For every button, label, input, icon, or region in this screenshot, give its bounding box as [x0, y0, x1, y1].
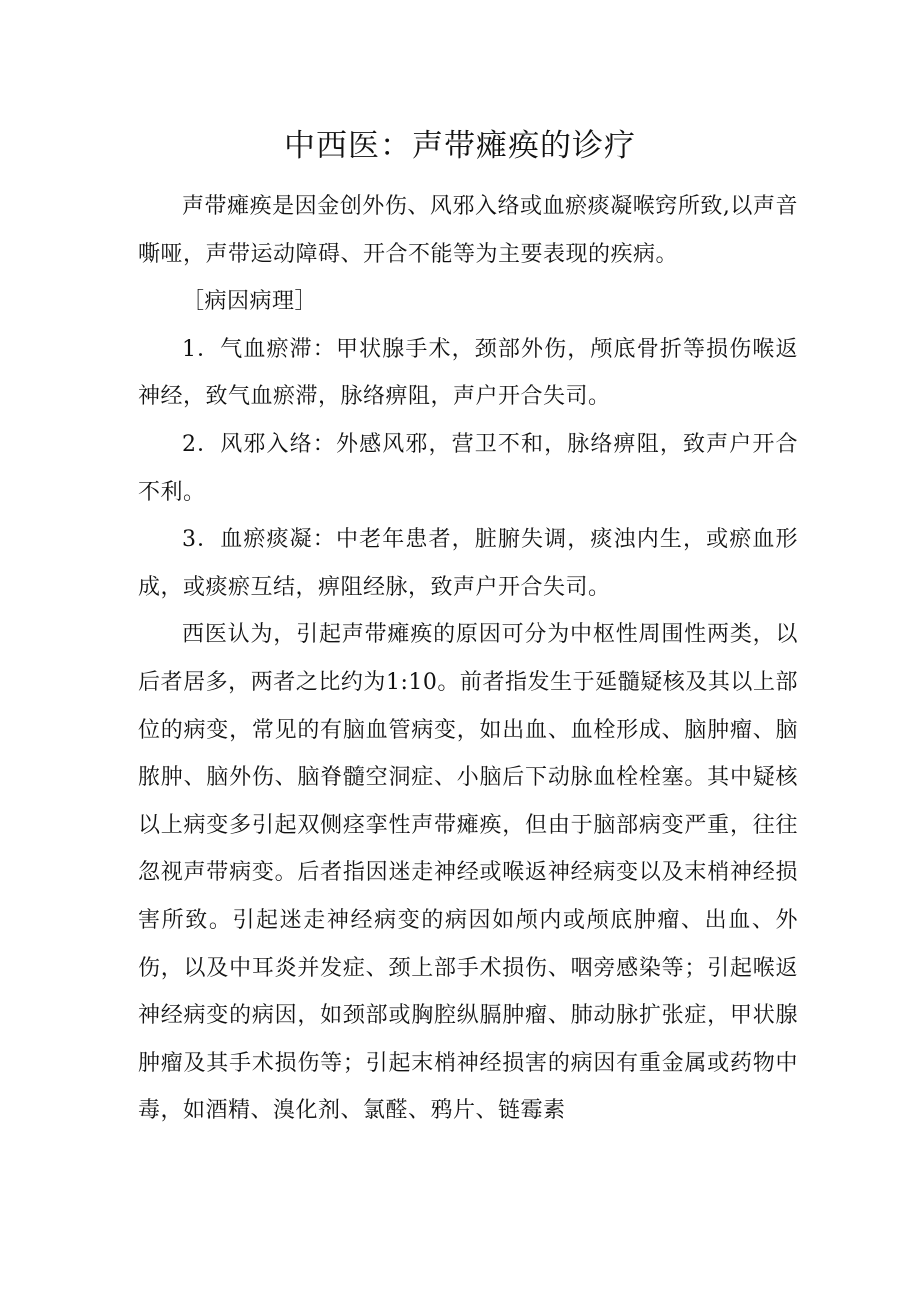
section-heading-etiology: ［病因病理］ [182, 289, 318, 315]
intro-paragraph: 声带瘫痪是因金创外伤、风邪入络或血瘀痰凝喉窍所致,以声音嘶哑，声带运动障碍、开合不能等为主要表现的疾病。 [138, 194, 798, 267]
document-body [138, 183, 798, 1135]
list-item-wind-evil: 2．风邪入络：外感风邪，营卫不和，脉络痹阻，致声户开合不利。 [138, 431, 798, 505]
document-title: 中西医：声带瘫痪的诊疗 [284, 128, 636, 164]
list-item-qi-blood-stasis: 1．气血瘀滞：甲状腺手术，颈部外伤，颅底骨折等损伤喉返神经，致气血瘀滞，脉络痹阻，声户开合失司。 [138, 336, 798, 410]
western-medicine-paragraph: 西医认为，引起声带瘫痪的原因可分为中枢性周围性两类，以后者居多，两者之比约为1:10。前者指发生于延髓疑核及其以上部位的病变，常见的有脑血管病变，如出血、血栓形成、脑肿瘤、脑脓肿、脑外伤、脑脊髓空洞症、小脑后下动脉血栓栓塞。其中疑核以上病变多引起双侧痉挛性声带瘫痪，但由于脑部病变严重，往往忽视声带病变。后者指因迷走神经或喉返神经病变以及末梢神经损害所致。引起迷走神经病变的病因如颅内或颅底肿瘤、出血、外伤，以及中耳炎并发症、颈上部手术损伤、咽旁感染等；引起喉返神经病变的病因，如颈部或胸腔纵膈肿瘤、肺动脉扩张症，甲状腺肿瘤及其手术损伤等；引起末梢神经损害的病因有重金属或药物中毒，如酒精、溴化剂、氯醛、鸦片、链霉素 [138, 622, 798, 1124]
list-item-blood-stasis-phlegm: 3．血瘀痰凝：中老年患者，脏腑失调，痰浊内生，或瘀血形成，或痰瘀互结，痹阻经脉，致声户开合失司。 [138, 527, 798, 600]
